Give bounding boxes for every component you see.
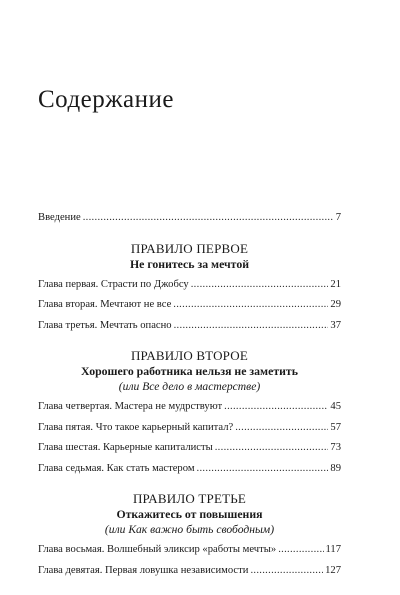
toc-entry-label: Глава пятая. Что такое карьерный капитал? bbox=[38, 421, 234, 433]
page-title: Содержание bbox=[38, 86, 174, 113]
section-rule-three bbox=[38, 491, 341, 579]
toc-entry-page: 73 bbox=[330, 442, 341, 453]
toc-entry-label: Введение bbox=[38, 212, 81, 223]
toc-entry[interactable] bbox=[38, 399, 341, 416]
dot-leader bbox=[191, 277, 329, 294]
toc-entry[interactable] bbox=[38, 318, 341, 335]
dot-leader bbox=[250, 563, 323, 580]
dot-leader bbox=[278, 542, 323, 559]
toc-entry[interactable] bbox=[38, 461, 341, 478]
toc-entry[interactable] bbox=[38, 297, 341, 314]
toc-entry[interactable] bbox=[38, 563, 341, 580]
toc-entry-page: 117 bbox=[325, 544, 341, 555]
dot-leader bbox=[83, 210, 334, 227]
toc-entry-page: 57 bbox=[330, 421, 341, 433]
section-rule-one bbox=[38, 241, 341, 335]
toc-entry-page: 7 bbox=[335, 212, 341, 223]
rule-title: ПРАВИЛО ТРЕТЬЕ bbox=[132, 491, 247, 506]
section-entries bbox=[38, 399, 341, 477]
toc-entry-label: Глава третья. Мечтать опасно bbox=[38, 319, 172, 331]
toc-entry-page: 21 bbox=[330, 278, 341, 290]
rule-subtitle: Откажитесь от повышения bbox=[116, 507, 263, 521]
rule-subtitle: Не гонитесь за мечтой bbox=[129, 256, 250, 271]
rule-title: ПРАВИЛО ВТОРОЕ bbox=[130, 348, 249, 363]
toc-entry-label: Глава восьмая. Волшебный эликсир «работы мечты» bbox=[38, 544, 277, 555]
toc-entry-page: 37 bbox=[330, 319, 341, 331]
toc-entry-page: 45 bbox=[330, 401, 341, 412]
toc-entry-intro[interactable] bbox=[38, 210, 341, 227]
rule-note: (или Все дело в мастерстве) bbox=[118, 380, 261, 393]
dot-leader bbox=[235, 420, 328, 437]
toc-entry-label: Глава шестая. Карьерные капиталисты bbox=[38, 442, 213, 453]
toc-entry[interactable] bbox=[38, 542, 341, 559]
dot-leader bbox=[173, 297, 328, 314]
rule-subtitle: Хорошего работника нельзя не заметить bbox=[81, 364, 298, 378]
section-entries bbox=[38, 542, 341, 579]
section-rule-two bbox=[38, 348, 341, 477]
toc-entry-label: Глава вторая. Мечтают не все bbox=[38, 299, 172, 310]
rule-title: ПРАВИЛО ПЕРВОЕ bbox=[130, 240, 249, 256]
dot-leader bbox=[197, 461, 329, 478]
toc-entry-label: Глава седьмая. Как стать мастером bbox=[38, 462, 195, 474]
toc-entry[interactable] bbox=[38, 420, 341, 437]
toc-entry-label: Глава первая. Страсти по Джобсу bbox=[38, 278, 189, 290]
rule-note: (или Как важно быть свободным) bbox=[104, 523, 275, 536]
toc-entry-label: Глава девятая. Первая ловушка независимости bbox=[38, 564, 249, 576]
dot-leader bbox=[215, 440, 329, 457]
dot-leader bbox=[224, 399, 328, 416]
toc-entry[interactable] bbox=[38, 277, 341, 294]
dot-leader bbox=[174, 318, 329, 335]
toc-entry-page: 127 bbox=[325, 564, 341, 576]
section-entries bbox=[38, 277, 341, 335]
toc-entry[interactable] bbox=[38, 440, 341, 457]
toc-entry-page: 29 bbox=[330, 299, 341, 310]
toc-entry-page: 89 bbox=[330, 462, 341, 474]
table-of-contents bbox=[38, 210, 341, 579]
toc-entry-label: Глава четвертая. Мастера не мудрствуют bbox=[38, 401, 223, 412]
